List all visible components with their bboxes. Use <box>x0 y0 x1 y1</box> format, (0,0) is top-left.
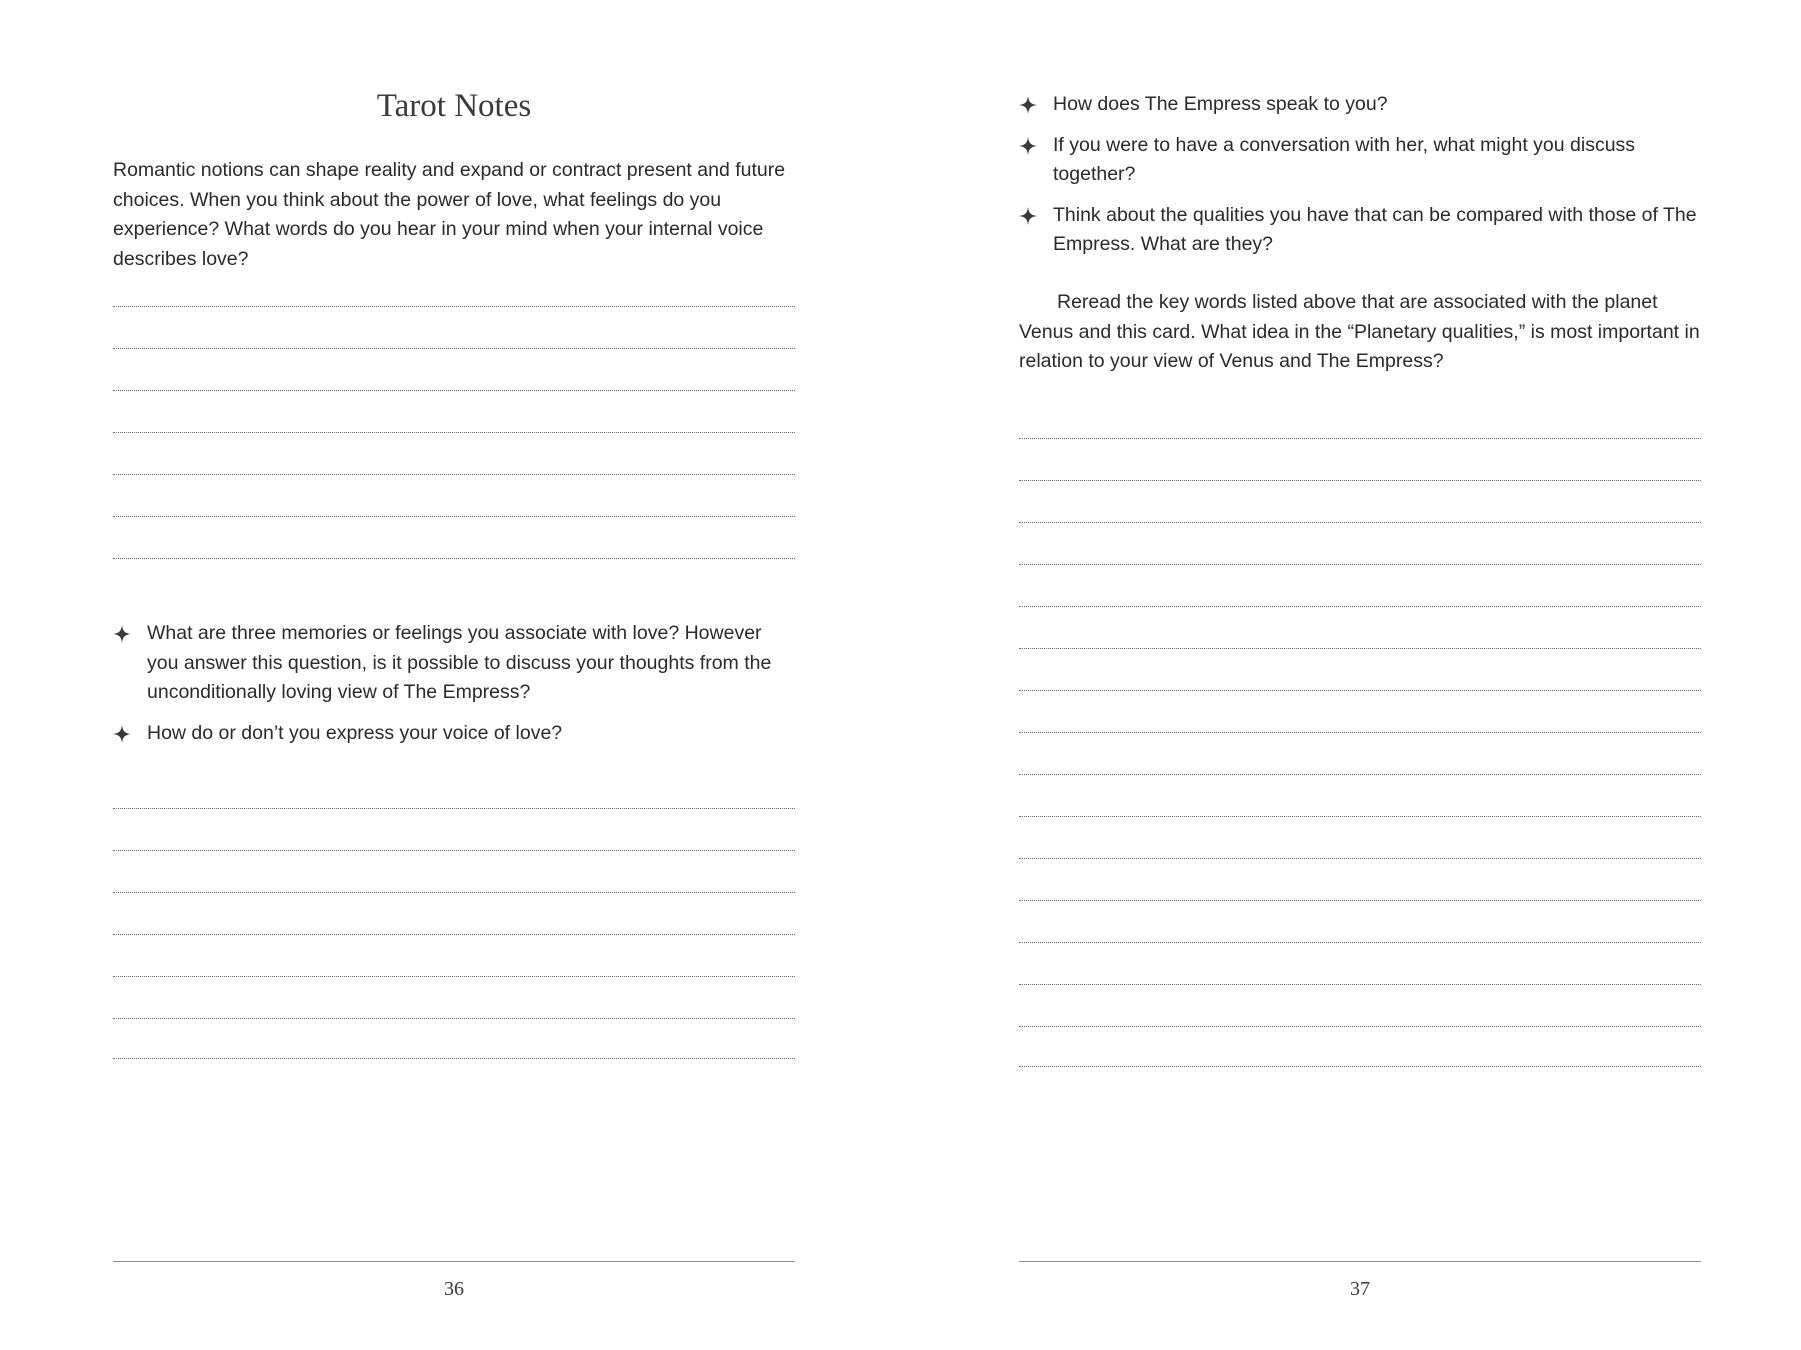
page-number: 36 <box>444 1278 464 1300</box>
prompt-item <box>1019 131 1701 190</box>
writing-line[interactable] <box>113 516 795 517</box>
writing-line[interactable] <box>113 474 795 475</box>
writing-line[interactable] <box>1019 774 1701 775</box>
four-point-star-icon <box>1019 207 1037 225</box>
left-page <box>113 0 795 1350</box>
writing-line[interactable] <box>113 808 795 809</box>
writing-line[interactable] <box>1019 1026 1701 1027</box>
four-point-star-icon <box>113 625 131 643</box>
writing-line[interactable] <box>1019 564 1701 565</box>
writing-line[interactable] <box>1019 690 1701 691</box>
writing-line[interactable] <box>113 390 795 391</box>
writing-line[interactable] <box>1019 606 1701 607</box>
four-point-star-icon <box>113 725 131 743</box>
writing-line[interactable] <box>113 1018 795 1019</box>
page-number: 37 <box>1350 1278 1370 1300</box>
footer-rule <box>1019 1261 1701 1262</box>
writing-line[interactable] <box>1019 522 1701 523</box>
writing-line[interactable] <box>113 850 795 851</box>
page-title: Tarot Notes <box>376 88 532 124</box>
writing-line[interactable] <box>113 432 795 433</box>
prompt-text: Think about the qualities you have that can be compared with those of The Empress. What are they? <box>1053 203 1697 255</box>
writing-line[interactable] <box>113 976 795 977</box>
writing-line[interactable] <box>1019 648 1701 649</box>
footer-rule <box>113 1261 795 1262</box>
prompt-text: If you were to have a conversation with her, what might you discuss together? <box>1053 133 1636 185</box>
prompt-text: How do or don’t you express your voice of love? <box>147 721 563 744</box>
writing-line[interactable] <box>1019 1066 1701 1067</box>
four-point-star-icon <box>1019 137 1037 155</box>
prompt-text: What are three memories or feelings you associate with love? However you answer this question, is it possible to discuss your thoughts from the unconditionally loving view of The Empress? <box>147 622 772 703</box>
intro-paragraph: Romantic notions can shape reality and expand or contract present and future choices. When you think about the power of love, what feelings do you experience? What words do you hear in your mind when your internal voice describes love? <box>113 159 786 270</box>
writing-line[interactable] <box>113 1058 795 1059</box>
writing-line[interactable] <box>113 348 795 349</box>
writing-line[interactable] <box>113 558 795 559</box>
writing-line[interactable] <box>1019 984 1701 985</box>
right-page <box>1019 0 1701 1350</box>
writing-line[interactable] <box>113 892 795 893</box>
writing-line[interactable] <box>1019 900 1701 901</box>
writing-line[interactable] <box>1019 858 1701 859</box>
writing-line[interactable] <box>1019 438 1701 439</box>
writing-line[interactable] <box>1019 942 1701 943</box>
writing-line[interactable] <box>1019 732 1701 733</box>
reflection-paragraph: Reread the key words listed above that are associated with the planet Venus and this card. What idea in the “Planetary qualities,” is most important in relation to your view of Venus and The Empress? <box>1019 291 1700 372</box>
prompt-text: How does The Empress speak to you? <box>1053 93 1388 115</box>
prompt-list <box>1019 90 1701 271</box>
writing-line[interactable] <box>1019 816 1701 817</box>
writing-line[interactable] <box>113 306 795 307</box>
prompt-item <box>1019 201 1701 260</box>
prompt-item <box>113 619 795 708</box>
writing-line[interactable] <box>1019 480 1701 481</box>
prompt-item <box>1019 90 1701 120</box>
four-point-star-icon <box>1019 96 1037 114</box>
prompt-list <box>113 619 795 759</box>
writing-line[interactable] <box>113 934 795 935</box>
prompt-item <box>113 719 795 749</box>
